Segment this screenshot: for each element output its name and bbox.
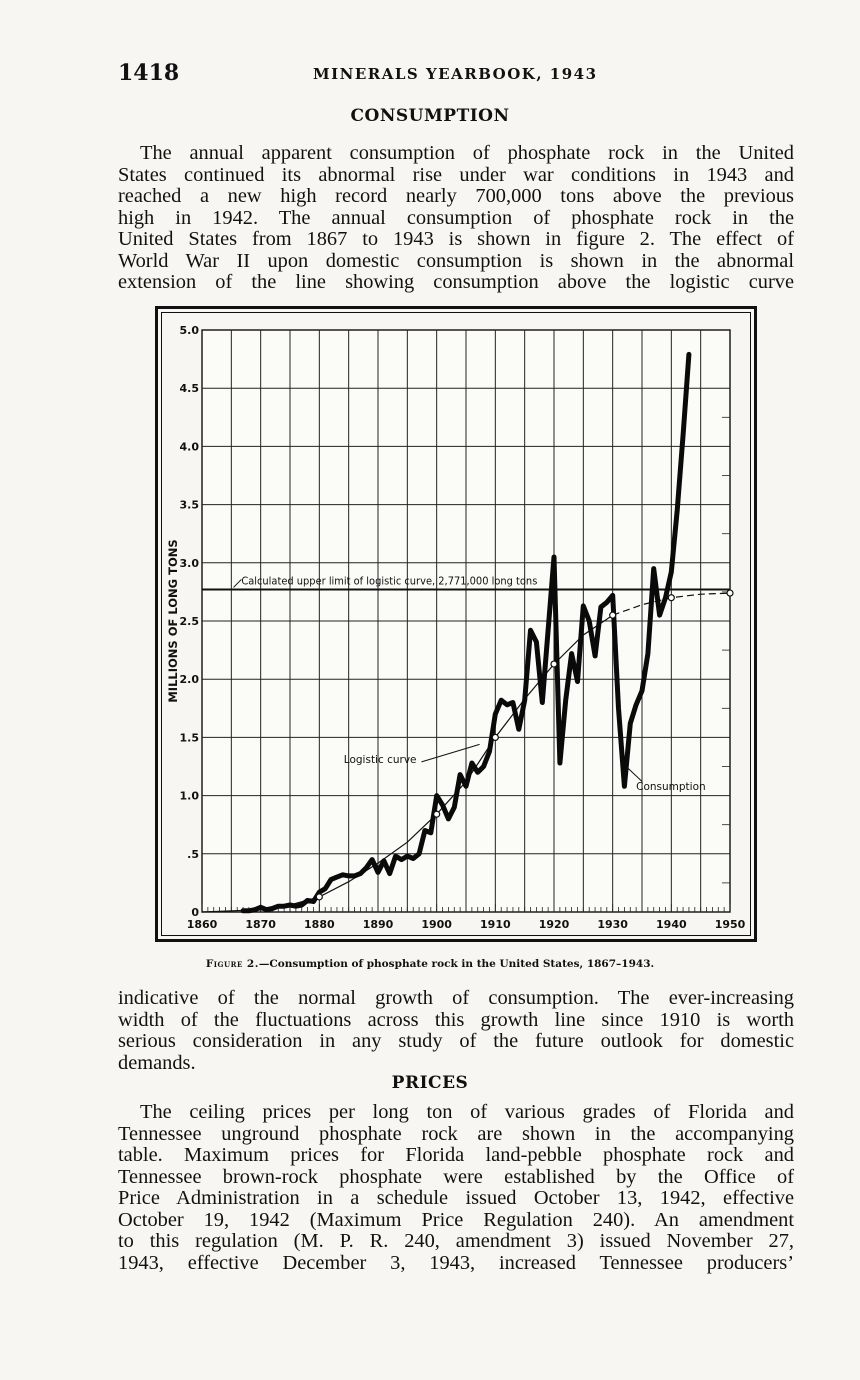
prices-heading: PRICES (391, 1073, 469, 1093)
consumption-paragraph-line: States continued its abnormal rise under war conditions in 1943 and (118, 163, 794, 186)
y-tick-label: 2.0 (179, 673, 199, 687)
consumption-heading: CONSUMPTION (350, 106, 510, 126)
y-tick-label: 3.5 (179, 498, 199, 512)
y-tick-label: 4.5 (179, 382, 199, 396)
consumption-label: Consumption (636, 780, 706, 793)
consumption-paragraph-line: demands. (118, 1051, 196, 1074)
consumption-paragraph-1 (118, 143, 794, 294)
upper-limit-annotation: Calculated upper limit of logistic curve, 2,771,000 long tons (241, 575, 538, 588)
prices-paragraph-line: table. Maximum prices for Florida land-pebble phosphate rock and (118, 1144, 794, 1166)
y-tick-label: 3.0 (179, 556, 199, 570)
x-tick-label: 1930 (597, 918, 628, 931)
logistic-marker (434, 811, 440, 817)
y-tick-label: 4.0 (179, 440, 199, 454)
consumption-paragraph-line: serious consideration in any study of the future outlook for domestic (118, 1030, 794, 1052)
x-tick-label: 1900 (421, 918, 452, 931)
consumption-chart (155, 306, 757, 942)
logistic-marker (551, 661, 557, 667)
logistic-curve-label: Logistic curve (343, 754, 417, 767)
consumption-paragraph-line: high in 1942. The annual consumption of phosphate rock in the (118, 206, 794, 229)
y-tick-label: 0 (191, 906, 199, 919)
y-tick-label: 1.5 (179, 731, 199, 745)
consumption-paragraph-line: United States from 1867 to 1943 is shown in figure 2. The effect of (118, 228, 794, 250)
running-title: MINERALS YEARBOOK, 1943 (313, 65, 598, 83)
y-tick-label: .5 (187, 847, 199, 861)
consumption-paragraph-line: World War II upon domestic consumption is shown in the abnormal (118, 249, 794, 272)
prices-paragraph-line: to this regulation (M. P. R. 240, amendment 3) issued November 27, (118, 1230, 794, 1252)
figure-caption-label: Figure 2. (205, 958, 259, 970)
x-tick-label: 1950 (714, 918, 746, 931)
x-tick-label: 1940 (656, 918, 687, 931)
consumption-paragraph-line: width of the fluctuations across this growth line since 1910 is worth (118, 1008, 794, 1031)
prices-paragraph-line: 1943, effective December 3, 1943, increased Tennessee producers’ (118, 1251, 794, 1274)
x-tick-label: 1920 (538, 918, 570, 931)
x-tick-label: 1910 (480, 918, 511, 931)
y-tick-label: 1.0 (179, 789, 199, 803)
logistic-marker (316, 894, 322, 900)
figure-caption (0, 958, 860, 970)
consumption-paragraph-2 (118, 988, 794, 1074)
running-head (118, 60, 798, 86)
prices-paragraph-line: Price Administration in a schedule issued October 13, 1942, effective (118, 1187, 794, 1209)
prices-paragraph-line: October 19, 1942 (Maximum Price Regulation 240). An amendment (118, 1208, 794, 1231)
consumption-paragraph-line: extension of the line showing consumption above the logistic curve (118, 271, 794, 293)
prices-paragraph (118, 1102, 794, 1274)
logistic-marker (492, 734, 498, 740)
figure-caption-text: —Consumption of phosphate rock in the United States, 1867–1943. (258, 958, 655, 970)
logistic-marker (727, 590, 733, 596)
x-tick-label: 1890 (362, 918, 394, 931)
y-tick-label: 2.5 (179, 615, 199, 628)
page-number: 1418 (118, 60, 180, 86)
consumption-paragraph-line: The annual apparent consumption of phosphate rock in the United (140, 142, 794, 164)
prices-paragraph-line: The ceiling prices per long ton of various grades of Florida and (140, 1101, 794, 1123)
x-tick-label: 1880 (304, 918, 335, 931)
prices-paragraph-line: Tennessee brown-rock phosphate were established by the Office of (118, 1165, 794, 1188)
x-tick-label: 1870 (245, 918, 276, 931)
y-axis-label: MILLIONS OF LONG TONS (166, 539, 180, 703)
x-tick-label: 1860 (186, 918, 218, 931)
prices-paragraph-line: Tennessee unground phosphate rock are shown in the accompanying (118, 1122, 794, 1145)
consumption-paragraph-line: indicative of the normal growth of consumption. The ever-increasing (118, 987, 794, 1009)
y-tick-label: 5.0 (179, 324, 199, 337)
logistic-marker (668, 595, 674, 601)
logistic-marker (610, 612, 616, 618)
consumption-paragraph-line: reached a new high record nearly 700,000 tons above the previous (118, 185, 794, 207)
